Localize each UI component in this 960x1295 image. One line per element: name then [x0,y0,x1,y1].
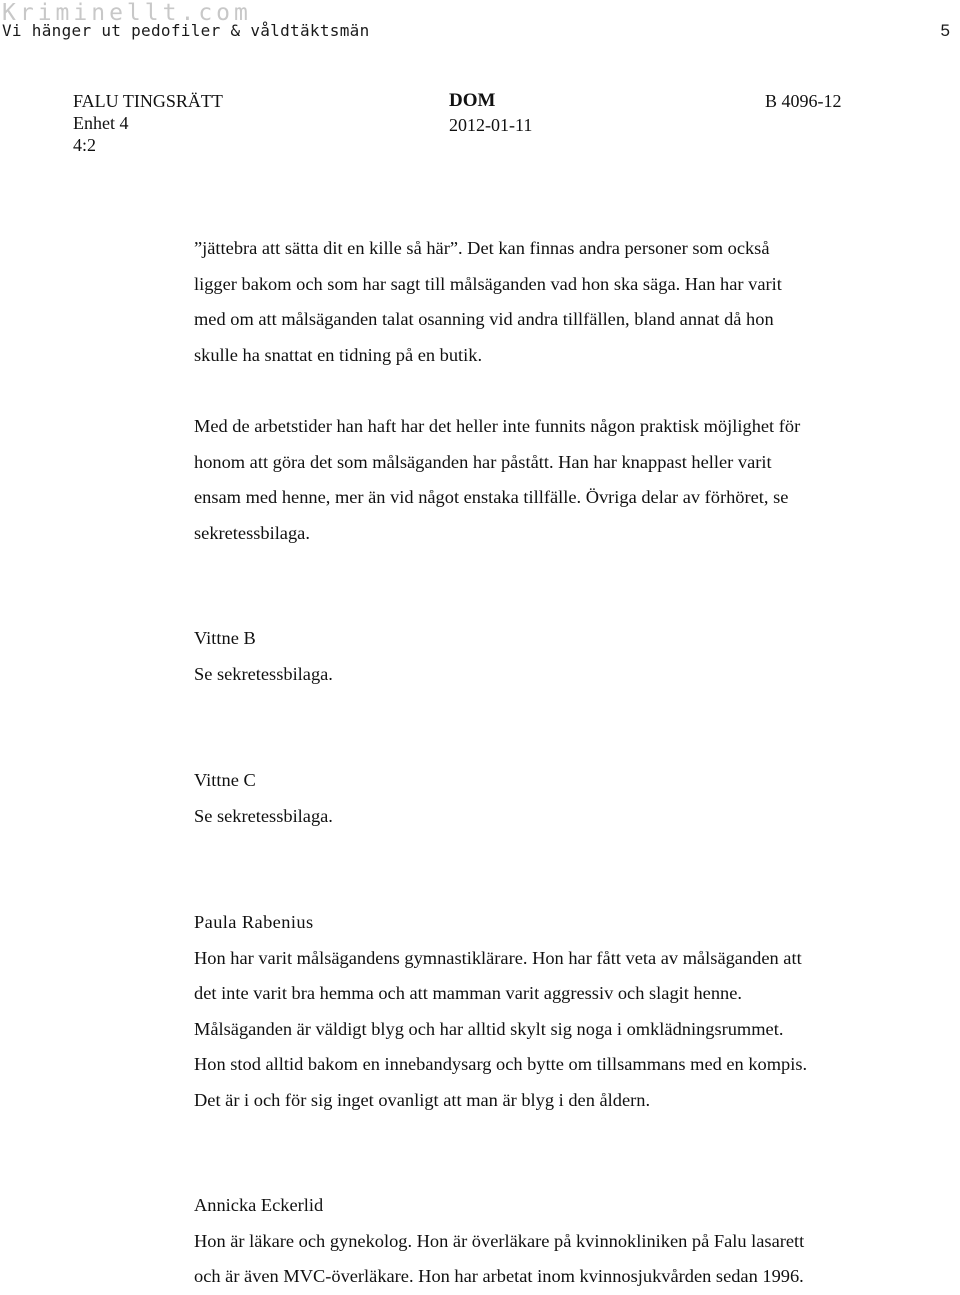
text-line: Med de arbetstider han haft har det heller inte funnits någon praktisk möjlighet för [194,416,801,436]
section-paula-rabenius [194,905,894,1118]
section-witness-b [194,621,894,692]
site-banner: Kriminellt.com [2,0,252,26]
text-line: med om att målsäganden talat osanning vid andra tillfällen, bland annat då hon [194,309,774,329]
page-number: 5 [940,21,950,40]
witness-heading: Vittne B [194,628,256,648]
text-line: sekretessbilaga. [194,522,310,543]
witness-heading: Paula Rabenius [194,912,314,932]
paragraph-testimony-continuation [194,231,894,373]
text-line: Se sekretessbilaga. [194,663,333,684]
section-witness-c [194,763,894,834]
document-date: 2012-01-11 [449,115,533,135]
paragraph-working-hours [194,409,894,551]
court-unit: Enhet 4 [73,113,129,133]
text-line: honom att göra det som målsäganden har påstått. Han har knappast heller varit [194,451,772,472]
case-number: B 4096-12 [765,91,842,111]
text-line: skulle ha snattat en tidning på en butik. [194,344,483,365]
text-line: ligger bakom och som har sagt till målsäganden vad hon ska säga. Han har varit [194,273,782,294]
court-name: FALU TINGSRÄTT [73,91,223,111]
text-line: Hon stod alltid bakom en innebandysarg och bytte om tillsammans med en kompis. [194,1054,808,1074]
text-line: Målsäganden är väldigt blyg och har alltid skylt sig noga i omklädningsrummet. [194,1018,784,1039]
text-line: det inte varit bra hemma och att mamman varit aggressiv och slagit henne. [194,983,742,1003]
text-line: ”jättebra att sätta dit en kille så här”. Det kan finnas andra personer som också [194,238,770,258]
text-line: och är även MVC-överläkare. Hon har arbetat inom kvinnosjukvården sedan 1996. [194,1266,804,1286]
text-line: ensam med henne, mer än vid något enstaka tillfälle. Övriga delar av förhöret, se [194,487,789,507]
text-line: Hon är läkare och gynekolog. Hon är överläkare på kvinnokliniken på Falu lasarett [194,1230,805,1251]
witness-heading: Vittne C [194,770,256,790]
text-line: Se sekretessbilaga. [194,805,333,826]
section-annicka-eckerlid [194,1188,894,1295]
text-line: Hon har varit målsägandens gymnastiklärare. Hon har fått veta av målsäganden att [194,947,802,968]
witness-heading: Annicka Eckerlid [194,1195,324,1215]
document-type: DOM [449,90,496,111]
text-line: Det är i och för sig inget ovanligt att man är blyg i den åldern. [194,1089,651,1110]
site-subtitle: Vi hänger ut pedofiler & våldtäktsmän [2,21,370,40]
court-code: 4:2 [73,135,97,155]
